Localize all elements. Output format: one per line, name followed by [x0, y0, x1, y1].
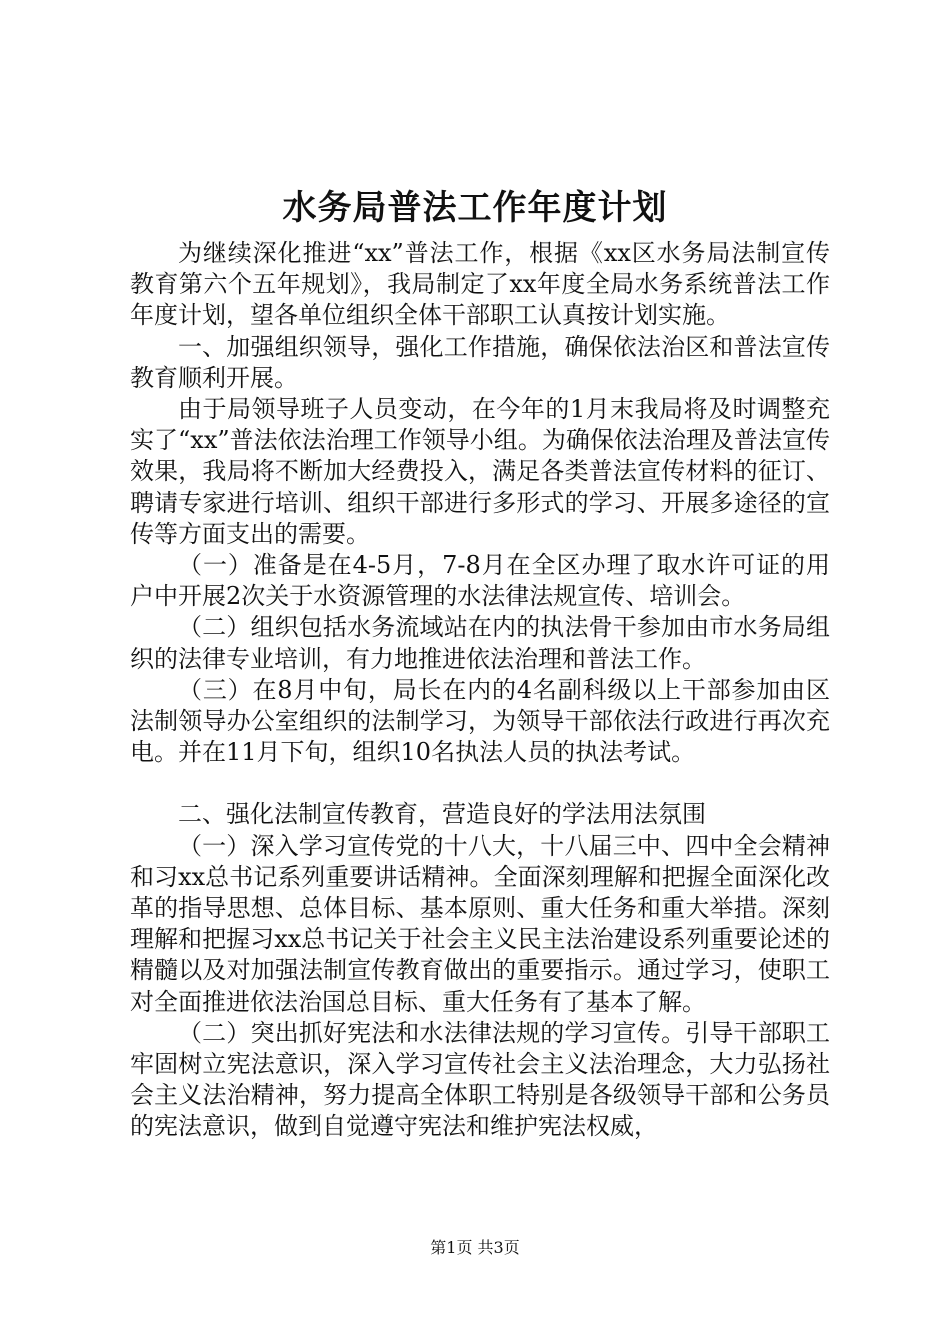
paragraph-spacer: [130, 768, 830, 799]
paragraph-section-1-heading: 一、加强组织领导，强化工作措施，确保依法治区和普法宣传教育顺利开展。: [130, 332, 830, 392]
document-body: [130, 238, 830, 1143]
paragraph-item-3: （三）在8月中旬，局长在内的4名副科级以上干部参加由区法制领导办公室组织的法制学习，为领导干部依法行政进行再次充电。并在11月下旬，组织10名执法人员的执法考试。: [130, 675, 830, 767]
paragraph-item-2: （二）组织包括水务流域站在内的执法骨干参加由市水务局组织的法律专业培训，有力地推进依法治理和普法工作。: [130, 613, 830, 673]
paragraph-item-1: （一）准备是在4-5月，7-8月在全区办理了取水许可证的用户中开展2次关于水资源管理的水法律法规宣传、培训会。: [130, 551, 830, 611]
page-number: 第1页 共3页: [430, 1238, 520, 1257]
paragraph-section-2-heading: 二、强化法制宣传教育，营造良好的学法用法氛围: [178, 800, 706, 829]
paragraph-intro: 为继续深化推进“xx”普法工作，根据《xx区水务局法制宣传教育第六个五年规划》，我局制定了xx年度全局水务系统普法工作年度计划，望各单位组织全体干部职工认真按计划实施。: [130, 239, 830, 330]
paragraph-section-2-item-2: （二）突出抓好宪法和水法律法规的学习宣传。引导干部职工牢固树立宪法意识，深入学习宣传社会主义法治理念，大力弘扬社会主义法治精神，努力提高全体职工特别是各级领导干部和公务员的宪法意识，做到自觉遵守宪法和维护宪法权威，: [130, 1018, 830, 1141]
document-title: 水务局普法工作年度计划: [282, 188, 668, 228]
paragraph-section-2-item-1: （一）深入学习宣传党的十八大，十八届三中、四中全会精神和习xx总书记系列重要讲话精神。全面深刻理解和把握全面深化改革的指导思想、总体目标、基本原则、重大任务和重大举措。深刻理解和把握习xx总书记关于社会主义民主法治建设系列重要论述的精髓以及对加强法制宣传教育做出的重要指示。通过学习，使职工对全面推进依法治国总目标、重大任务有了基本了解。: [130, 831, 830, 1016]
paragraph-section-1-body: 由于局领导班子人员变动，在今年的1月末我局将及时调整充实了“xx”普法依法治理工作领导小组。为确保依法治理及普法宣传效果，我局将不断加大经费投入，满足各类普法宣传材料的征订、聘请专家进行培训、组织干部进行多形式的学习、开展多途径的宣传等方面支出的需要。: [130, 395, 830, 548]
